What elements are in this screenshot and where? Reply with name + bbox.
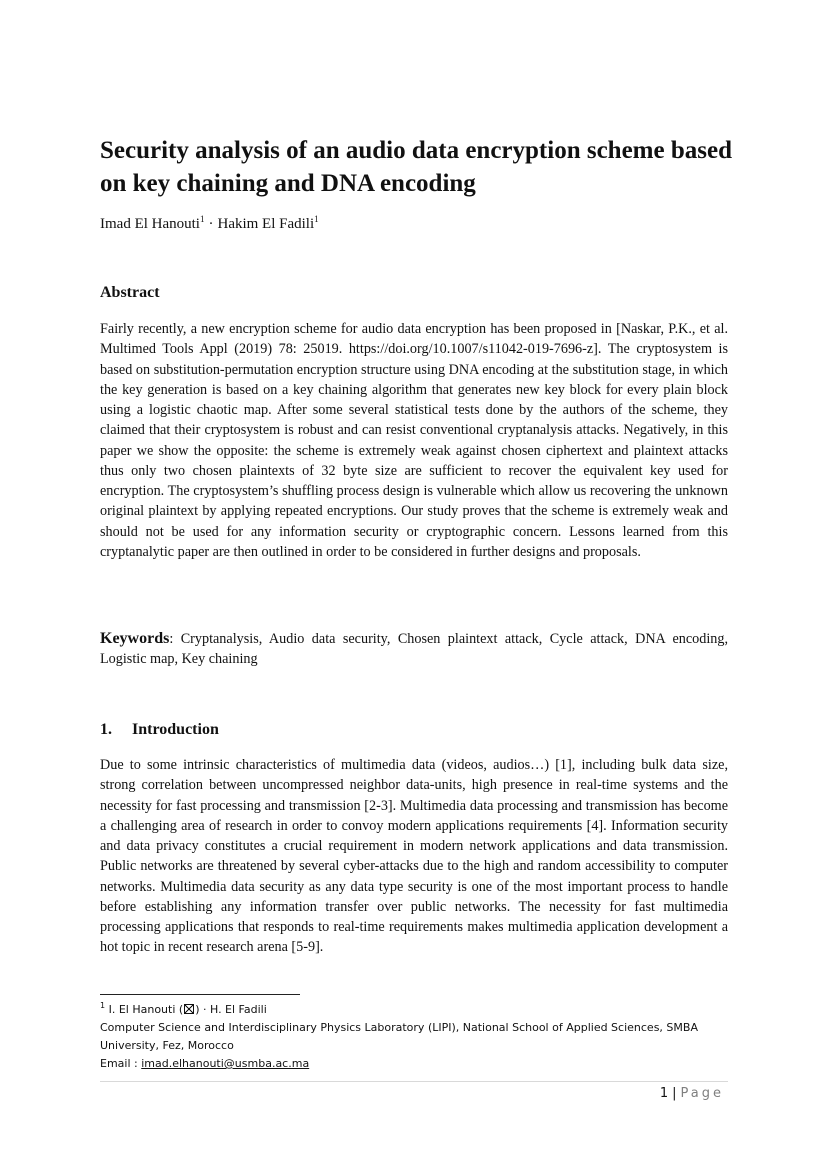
footnote-mark: 1 (100, 1001, 106, 1010)
footer-rule (100, 1081, 728, 1082)
affiliation-mark: 1 (314, 214, 319, 224)
abstract-heading: Abstract (100, 284, 160, 301)
keywords-label: Keywords (100, 630, 170, 647)
page-number-value: 1 (659, 1086, 669, 1101)
author-name: Imad El Hanouti (100, 216, 200, 232)
introduction-text: Due to some intrinsic characteristics of multimedia data (videos, audios…) [1], including bulk data size, strong correlation between uncompressed neighbor data-units, high presence in real-time systems and the necessity for fast processing and transmission [2-3]. Multimedia data processing and transmission has become a challenging area of research in order to convoy modern applications requirements [4]. Information security and data privacy constitutes a crucial requirement in modern network applications and data transmission. Public networks are threatened by several cyber-attacks due to the high and random accessibility to computer networks. Multimedia data security as any data type security is one of the most important process to handle before establishing any information transfer over public networks. The necessity for fast multimedia processing applications that responds to real-time requirements makes multimedia application development a hot topic in recent research arena [5-9]. (100, 757, 728, 956)
page-word: Page (680, 1086, 724, 1101)
author-name: Hakim El Fadili (217, 216, 315, 232)
section-title: Introduction (132, 721, 219, 738)
abstract-text: Fairly recently, a new encryption scheme for audio data encryption has been proposed in [Naskar, P.K., et al. Multimed Tools Appl (2019) 78: 25019. https://doi.org/10.1007/s11042-019-7696-z]. The cryptosystem is based on substitution-permutation encryption structure using DNA encoding at the substitution stage, in which the key generation is based on a key chaining algorithm that generates new key block for every plain block using a logistic chaotic map. After some several statistical tests done by the authors of the scheme, they claimed that their cryptosystem is robust and can resist conventional cryptanalysis attacks. Negatively, in this paper we show the opposite: the scheme is extremely weak against chosen ciphertext and plaintext attacks thus only two chosen plaintexts of 32 byte size are sufficient to recover the equivalent key used for encryption. The cryptosystem’s shuffling process design is vulnerable which allow us recovering the unknown original plaintext by applying repeated encryptions. Our study proves that the scheme is extremely weak and should not be used for any information security or cryptographic concern. Lessons learned from this cryptanalytic paper are then outlined in order to be considered in further designs and proposals. (100, 321, 728, 560)
footnote-authors (100, 1001, 740, 1019)
paper-title: Security analysis of an audio data encryption scheme based on key chaining and DNA encoding (100, 137, 732, 197)
footnote-email-label: Email : (100, 1057, 138, 1070)
footnote (100, 1001, 740, 1073)
page-number (660, 1085, 724, 1103)
email-link[interactable]: imad.elhanouti@usmba.ac.ma (141, 1057, 310, 1070)
envelope-icon (184, 1004, 194, 1014)
section-number: 1. (100, 721, 112, 738)
author-line (100, 214, 319, 234)
footnote-author-a-close: ) (195, 1003, 200, 1016)
section-heading-introduction (100, 720, 219, 740)
footnote-rule (100, 994, 300, 995)
keywords-text: : Cryptanalysis, Audio data security, Chosen plaintext attack, Cycle attack, DNA encoding, Logistic map, Key chaining (100, 631, 728, 668)
footnote-email-line (100, 1055, 740, 1073)
footnote-author-b: H. El Fadili (209, 1003, 267, 1016)
page-number-separator: | (672, 1086, 677, 1101)
keywords (100, 629, 728, 670)
affiliation-mark: 1 (199, 214, 205, 224)
footnote-author-a: I. El Hanouti ( (108, 1003, 184, 1016)
footnote-affiliation: Computer Science and Interdisciplinary Physics Laboratory (LIPI), National School of Applied Sciences, SMBA University, Fez, Morocco (100, 1021, 698, 1052)
author-separator: · (208, 216, 214, 232)
footnote-separator: · (202, 1003, 207, 1016)
